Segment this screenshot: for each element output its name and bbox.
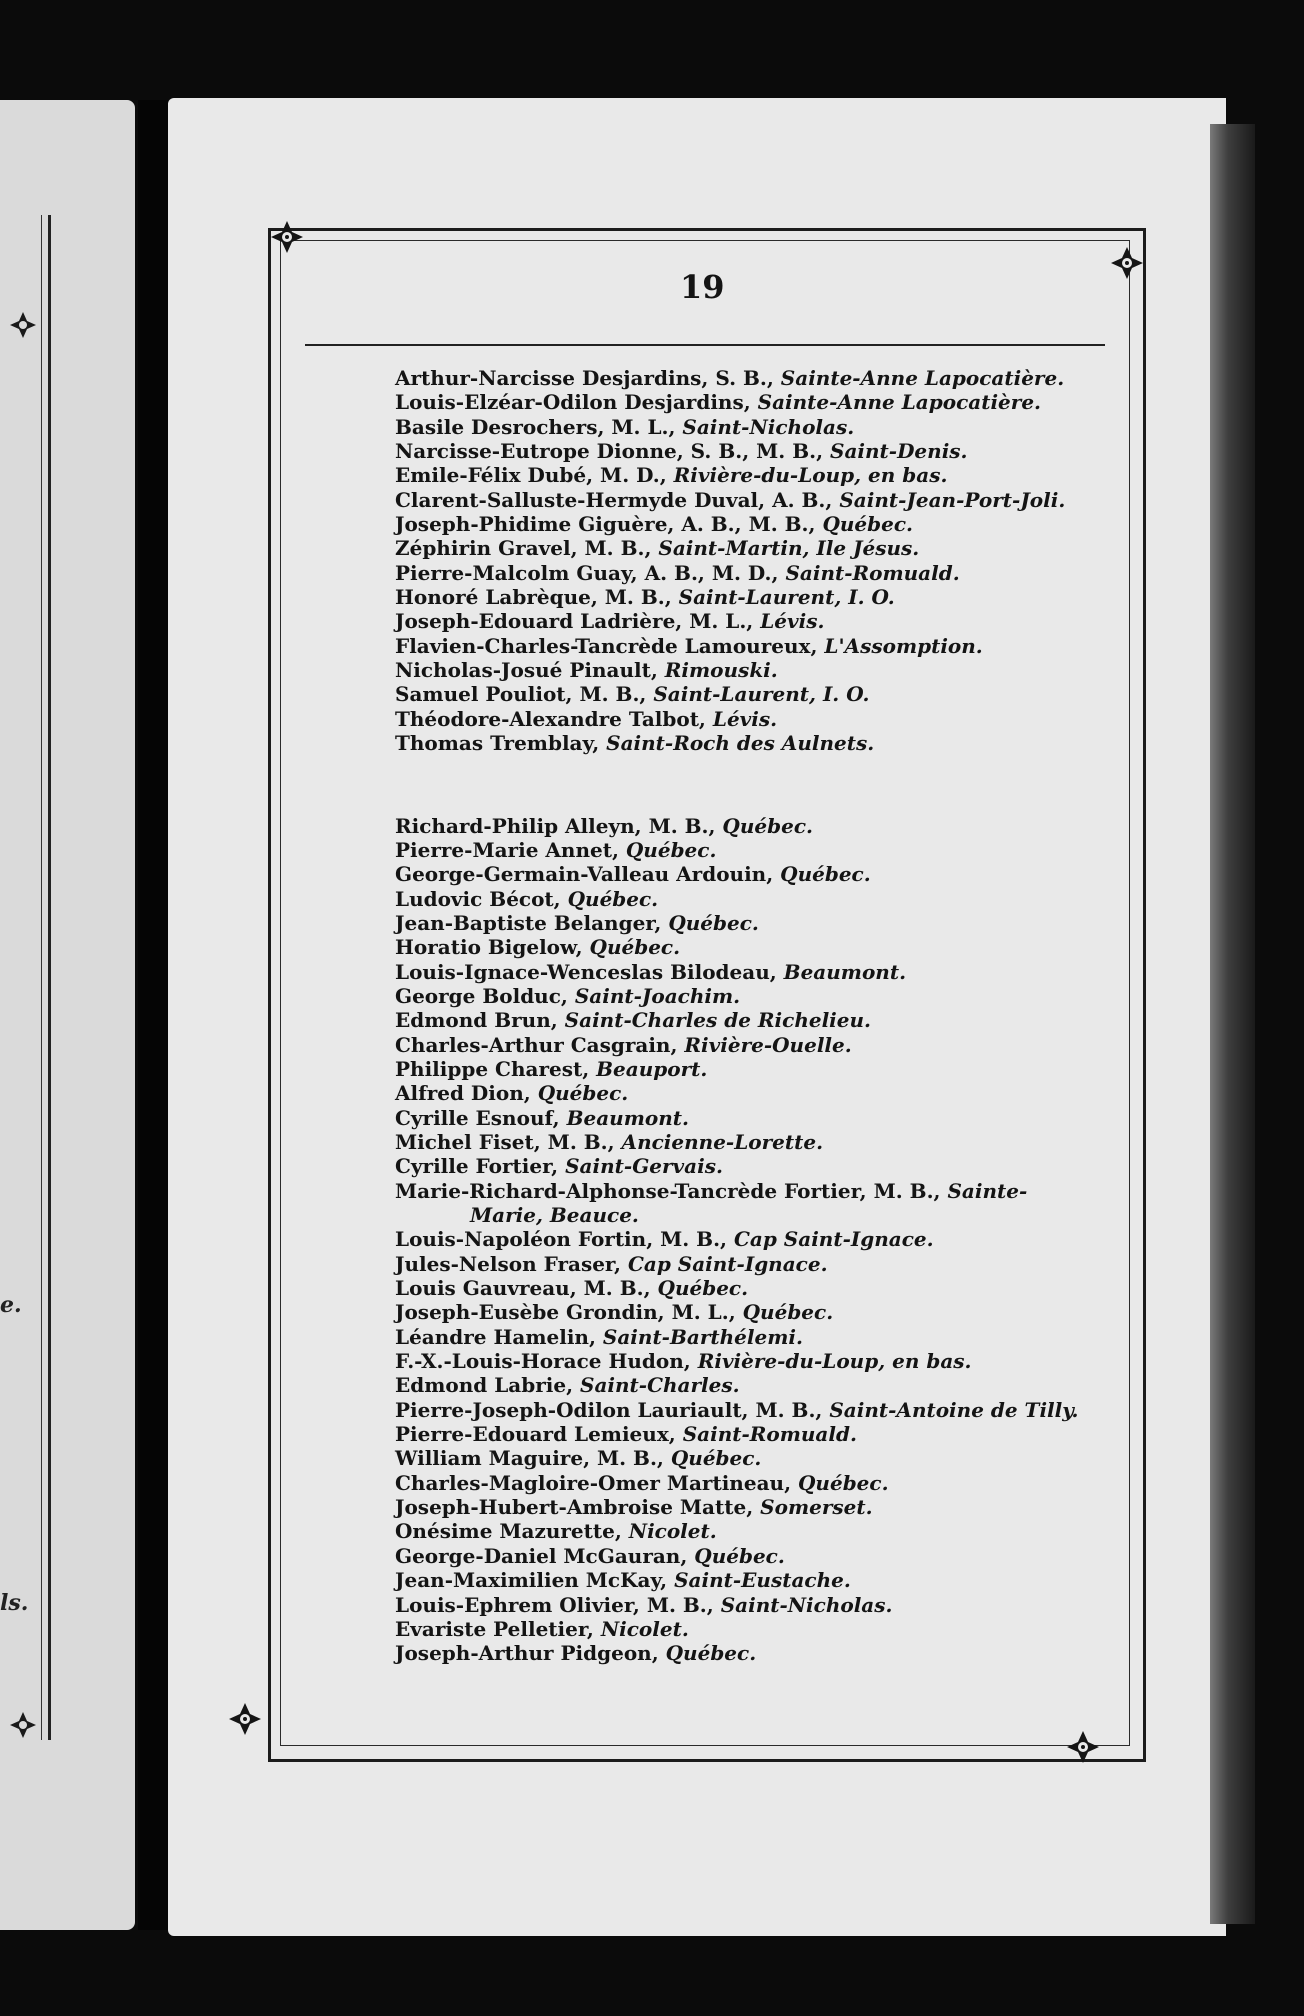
entry-list: [395, 366, 1105, 1666]
list-item: [395, 960, 1105, 984]
entry-group: [395, 366, 1105, 756]
entry-name: Charles-Arthur Casgrain,: [395, 1032, 685, 1057]
entry-name: Jean-Maximilien McKay,: [395, 1568, 675, 1593]
entry-place: Rimouski.: [664, 658, 778, 683]
entry-name: Louis-Napoléon Fortin, M. B.,: [395, 1227, 734, 1252]
list-item: [395, 1593, 1105, 1617]
entry-place: Saint-Denis.: [830, 439, 968, 464]
list-item: [395, 1617, 1105, 1641]
entry-place: L'Assomption.: [824, 633, 983, 658]
list-item: [395, 1471, 1105, 1495]
entry-place: Lévis.: [760, 609, 825, 634]
list-item: [395, 1398, 1105, 1422]
entry-name: Léandre Hamelin,: [395, 1324, 603, 1349]
list-item: [395, 415, 1105, 439]
list-item: [395, 439, 1105, 463]
left-page-fragment: ls.: [0, 1590, 29, 1616]
list-item: [395, 1568, 1105, 1592]
entry-place: Nicolet.: [600, 1616, 689, 1641]
page-edge: [1210, 124, 1255, 1924]
entry-name: Joseph-Eusèbe Grondin, M. L.,: [395, 1300, 743, 1325]
entry-place: Rivière-Ouelle.: [684, 1032, 852, 1057]
list-item: [395, 488, 1105, 512]
list-item: [395, 862, 1105, 886]
entry-name: Louis-Ephrem Olivier, M. B.,: [395, 1592, 721, 1617]
entry-place: Saint-Laurent, I. O.: [678, 585, 895, 610]
list-item: [395, 1033, 1105, 1057]
list-item: [395, 1373, 1105, 1397]
entry-place: Saint-Nicholas.: [682, 414, 855, 439]
book-binding: [138, 100, 170, 1930]
entry-place: Beaumont.: [783, 959, 907, 984]
list-item: [395, 1495, 1105, 1519]
entry-name: Pierre-Malcolm Guay, A. B., M. D.,: [395, 560, 786, 585]
entry-place: Beaumont.: [566, 1105, 689, 1130]
entry-name: Honoré Labrèque, M. B.,: [395, 585, 679, 610]
list-item: [395, 463, 1105, 487]
entry-place: Rivière-du-Loup, en bas.: [673, 463, 948, 488]
entry-place: Sainte-Anne Lapocatière.: [757, 390, 1041, 415]
entry-name: Joseph-Arthur Pidgeon,: [395, 1641, 666, 1666]
entry-place: Saint-Romuald.: [682, 1422, 857, 1447]
corner-ornament-icon: [268, 218, 306, 256]
entry-name: Louis-Elzéar-Odilon Desjardins,: [395, 390, 758, 415]
entry-place: Saint-Nicholas.: [720, 1592, 893, 1617]
entry-place: Nicolet.: [628, 1519, 717, 1544]
entry-name: Jean-Baptiste Belanger,: [395, 910, 669, 935]
list-item: [395, 1227, 1105, 1251]
list-item: [395, 536, 1105, 560]
list-item: [395, 911, 1105, 935]
entry-name: F.-X.-Louis-Horace Hudon,: [395, 1349, 698, 1374]
list-item: [395, 682, 1105, 706]
corner-ornament-icon: [1064, 1728, 1102, 1766]
entry-place: Québec.: [742, 1300, 834, 1325]
entry-name: Horatio Bigelow,: [395, 935, 590, 960]
group-spacer: [395, 756, 1105, 814]
entry-place: Sainte-: [947, 1178, 1028, 1203]
list-item: [395, 658, 1105, 682]
entry-name: Arthur-Narcisse Desjardins, S. B.,: [395, 366, 781, 390]
entry-name: Edmond Labrie,: [395, 1373, 581, 1398]
entry-name: Narcisse-Eutrope Dionne, S. B., M. B.,: [395, 439, 830, 464]
entry-place: Ancienne-Lorette.: [621, 1129, 824, 1154]
header-rule: [305, 344, 1105, 346]
list-item: [395, 1106, 1105, 1130]
list-item: [395, 1325, 1105, 1349]
corner-ornament-icon: [226, 1700, 264, 1738]
entry-name: Samuel Pouliot, M. B.,: [395, 682, 654, 707]
entry-place: Québec.: [670, 1446, 762, 1471]
entry-name: George-Daniel McGauran,: [395, 1543, 695, 1568]
entry-place: Rivière-du-Loup, en bas.: [697, 1349, 972, 1374]
entry-name: Richard-Philip Alleyn, M. B.,: [395, 813, 723, 838]
left-page: [0, 100, 135, 1930]
list-item: [395, 585, 1105, 609]
list-item: [395, 1081, 1105, 1105]
entry-place: Québec.: [822, 512, 913, 537]
entry-place: Sainte-Anne Lapocatière.: [780, 366, 1065, 390]
entry-place: Québec.: [567, 886, 659, 911]
entry-name: Emile-Félix Dubé, M. D.,: [395, 463, 674, 488]
entry-name: Cyrille Fortier,: [395, 1154, 566, 1179]
list-item: [395, 707, 1105, 731]
corner-ornament-icon: [8, 1710, 38, 1740]
entry-place: Saint-Laurent, I. O.: [653, 682, 870, 707]
entry-place: Cap Saint-Ignace.: [733, 1227, 934, 1252]
entry-place: Saint-Charles.: [580, 1373, 740, 1398]
corner-ornament-icon: [1108, 244, 1146, 282]
entry-name: Joseph-Edouard Ladrière, M. L.,: [395, 609, 761, 634]
entry-name: Joseph-Phidime Giguère, A. B., M. B.,: [395, 512, 823, 537]
entry-place: Québec.: [798, 1470, 889, 1495]
list-item: [395, 1057, 1105, 1081]
entry-place: Lévis.: [712, 706, 778, 731]
entry-name: George-Germain-Valleau Ardouin,: [395, 862, 781, 887]
entry-name: Philippe Charest,: [395, 1056, 597, 1081]
entry-place: Québec.: [665, 1641, 757, 1666]
list-item: [395, 731, 1105, 755]
list-item: [395, 1203, 1105, 1227]
entry-name: Edmond Brun,: [395, 1008, 565, 1033]
list-item: [395, 390, 1105, 414]
list-item: [395, 609, 1105, 633]
entry-name: Nicholas-Josué Pinault,: [395, 658, 665, 683]
entry-place: Somerset.: [760, 1495, 873, 1520]
entry-place: Québec.: [722, 813, 813, 838]
entry-name: Alfred Dion,: [395, 1081, 538, 1106]
entry-name: Charles-Magloire-Omer Martineau,: [395, 1470, 798, 1495]
entry-name: Michel Fiset, M. B.,: [395, 1129, 622, 1154]
entry-name: Théodore-Alexandre Talbot,: [395, 706, 713, 731]
list-item: [395, 1276, 1105, 1300]
entry-place: Saint-Joachim.: [574, 983, 741, 1008]
entry-name: Marie-Richard-Alphonse-Tancrède Fortier, M. B.,: [395, 1178, 948, 1203]
left-page-frame: [0, 215, 51, 1740]
list-item: [395, 1641, 1105, 1665]
entry-name: Pierre-Edouard Lemieux,: [395, 1422, 683, 1447]
list-item: [395, 1179, 1105, 1203]
list-item: [395, 1422, 1105, 1446]
list-item: [395, 1154, 1105, 1178]
list-item: [395, 887, 1105, 911]
entry-name: Onésime Mazurette,: [395, 1519, 629, 1544]
list-item: [395, 1544, 1105, 1568]
entry-name: Basile Desrochers, M. L.,: [395, 414, 683, 439]
list-item: [395, 984, 1105, 1008]
entry-place: Saint-Romuald.: [785, 560, 960, 585]
entry-name: Jules-Nelson Fraser,: [395, 1251, 628, 1276]
entry-place: Cap Saint-Ignace.: [627, 1251, 828, 1276]
entry-place: Québec.: [625, 837, 717, 862]
entry-place: Saint-Eustache.: [674, 1568, 851, 1593]
list-item: [395, 838, 1105, 862]
entry-place: Saint-Roch des Aulnets.: [606, 731, 875, 756]
list-item: [395, 814, 1105, 838]
entry-name: Clarent-Salluste-Hermyde Duval, A. B.,: [395, 487, 840, 512]
entry-place: Saint-Barthélemi.: [602, 1324, 803, 1349]
entry-name: Pierre-Marie Annet,: [395, 837, 626, 862]
entry-place: Saint-Martin, Ile Jésus.: [658, 536, 920, 561]
entry-name: Pierre-Joseph-Odilon Lauriault, M. B.,: [395, 1397, 830, 1422]
entry-name: Evariste Pelletier,: [395, 1616, 601, 1641]
entry-place: Québec.: [657, 1276, 749, 1301]
entry-name: George Bolduc,: [395, 983, 575, 1008]
entry-place: Québec.: [537, 1081, 629, 1106]
list-item: [395, 1446, 1105, 1470]
entry-name: Louis Gauvreau, M. B.,: [395, 1276, 658, 1301]
list-item: [395, 1349, 1105, 1373]
list-item: [395, 561, 1105, 585]
entry-name: Cyrille Esnouf,: [395, 1105, 567, 1130]
entry-name: Louis-Ignace-Wenceslas Bilodeau,: [395, 959, 784, 984]
entry-place: Saint-Charles de Richelieu.: [564, 1008, 872, 1033]
list-item: [395, 1300, 1105, 1324]
list-item: [395, 935, 1105, 959]
left-page-fragment: e.: [0, 1292, 22, 1318]
entry-name: Flavien-Charles-Tancrède Lamoureux,: [395, 633, 825, 658]
corner-ornament-icon: [8, 310, 38, 340]
list-item: [395, 512, 1105, 536]
entry-place: Beauport.: [596, 1056, 708, 1081]
entry-place: Marie, Beauce.: [470, 1203, 639, 1227]
list-item: [395, 366, 1105, 390]
entry-place: Saint-Gervais.: [565, 1154, 723, 1179]
entry-name: William Maguire, M. B.,: [395, 1446, 671, 1471]
entry-place: Saint-Antoine de Tilly.: [829, 1397, 1079, 1422]
list-item: [395, 1130, 1105, 1154]
page-number: 19: [680, 268, 725, 306]
entry-group: [395, 814, 1105, 1666]
entry-place: Québec.: [589, 935, 681, 960]
entry-name: Thomas Tremblay,: [395, 731, 607, 756]
entry-place: Québec.: [694, 1543, 785, 1568]
list-item: [395, 1252, 1105, 1276]
entry-place: Québec.: [780, 862, 871, 887]
entry-place: Saint-Jean-Port-Joli.: [839, 487, 1066, 512]
list-item: [395, 634, 1105, 658]
entry-name: Zéphirin Gravel, M. B.,: [395, 536, 659, 561]
entry-place: Québec.: [668, 910, 759, 935]
list-item: [395, 1519, 1105, 1543]
list-item: [395, 1008, 1105, 1032]
entry-name: Joseph-Hubert-Ambroise Matte,: [395, 1495, 761, 1520]
entry-name: Ludovic Bécot,: [395, 886, 568, 911]
